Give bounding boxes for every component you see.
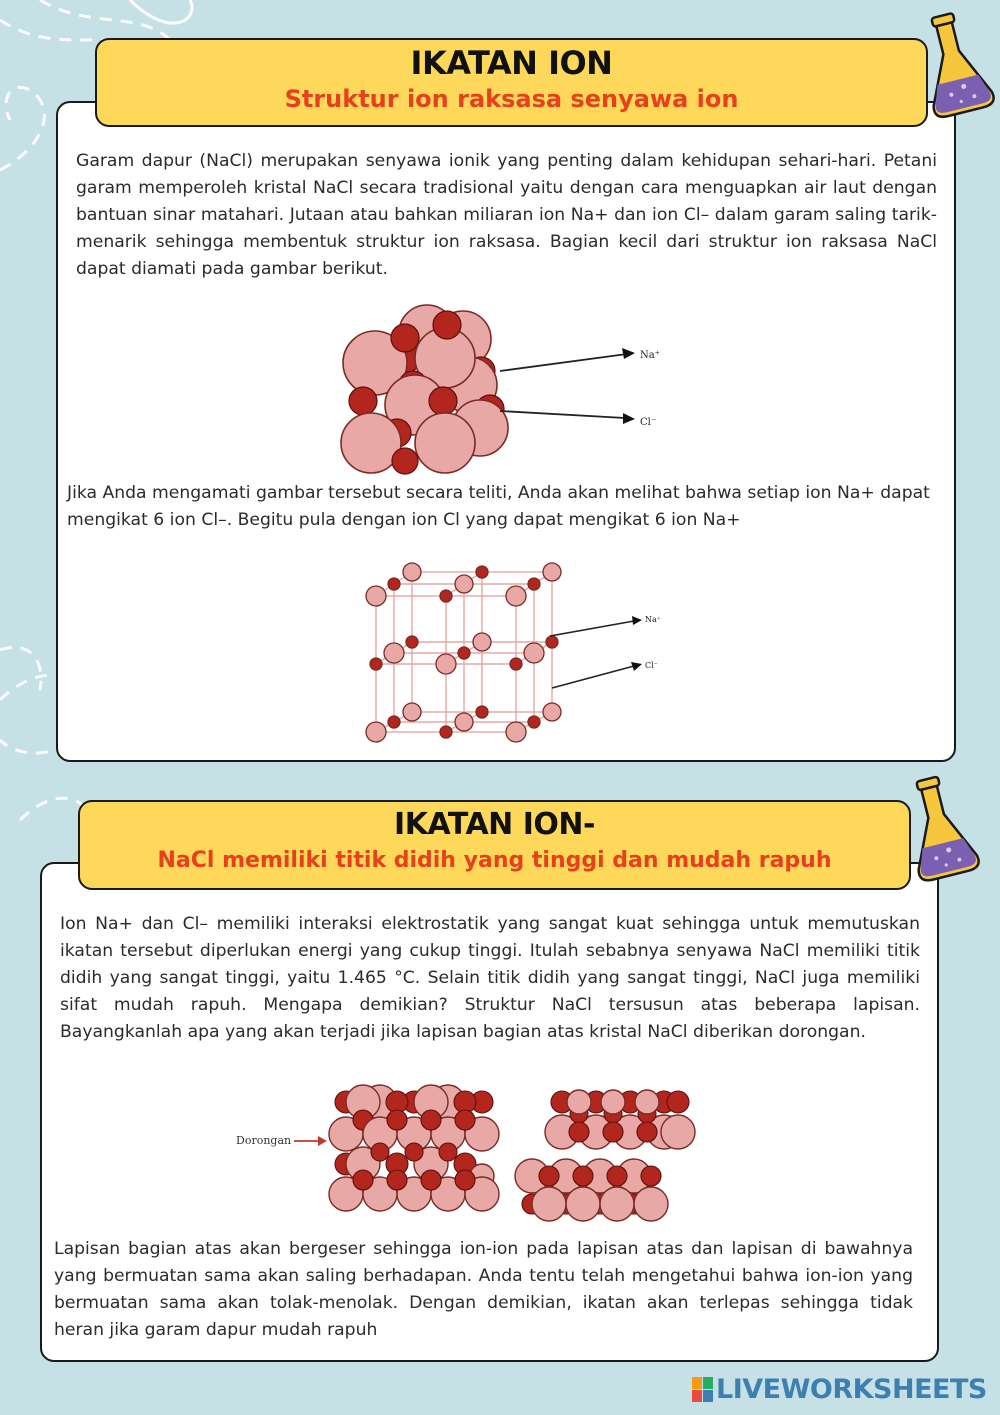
label-na: Na⁺ [645, 615, 661, 624]
brand-text: LIVEWORKSHEETS [716, 1374, 987, 1405]
section2-subtitle: NaCl memiliki titik didih yang tinggi dan mudah rapuh [157, 848, 832, 873]
section2-paragraph1: Ion Na+ dan Cl– memiliki interaksi elektrostatik yang sangat kuat sehingga untuk memutuskan ikatan tersebut diperlukan energi yang cukup tinggi. Itulah sebabnya senyawa NaCl memiliki titik didih yang sangat tinggi, yaitu 1.465 °C. Selain titik didih yang sangat tinggi, NaCl juga memiliki sifat mudah rapuh. Mengapa demikian? Struktur NaCl tersusun atas beberapa lapisan. Bayangkanlah apa yang akan terjadi jika lapisan bagian atas kristal NaCl diberikan dorongan. [60, 914, 920, 1042]
push-label: Dorongan [236, 1134, 292, 1147]
nacl-crystal-figure [335, 303, 675, 475]
flask-icon [900, 770, 980, 888]
liveworksheets-badge-icon [692, 1377, 714, 1403]
section2-title: IKATAN ION- [394, 807, 595, 842]
liveworksheets-logo [692, 1374, 987, 1405]
label-cl: Cl⁻ [645, 661, 658, 670]
section1-title: IKATAN ION [410, 44, 613, 82]
flask-icon [915, 8, 995, 123]
section2-paragraph2: Lapisan bagian atas akan bergeser sehingga ion-ion pada lapisan atas dan lapisan di bawahnya yang bermuatan sama akan saling berhadapan. Anda tentu telah mengetahui bahwa ion-ion yang bermuatan sama akan tolak-menolak. Dengan demikian, ikatan akan terlepas sehingga tidak heran jika garam dapur mudah rapuh [54, 1239, 913, 1340]
section1-banner [95, 38, 928, 127]
section2-banner [78, 800, 911, 890]
section1-paragraph2: Jika Anda mengamati gambar tersebut secara teliti, Anda akan melihat bahwa setiap ion Na+ dapat mengikat 6 ion Cl–. Begitu pula dengan ion Cl yang dapat mengikat 6 ion Na+ [67, 483, 930, 530]
nacl-layers-figure [232, 1080, 702, 1228]
intact-crystal-layers [329, 1085, 499, 1211]
label-cl: Cl⁻ [640, 417, 657, 428]
shifted-crystal-layers [515, 1090, 695, 1221]
section1-paragraph1: Garam dapur (NaCl) merupakan senyawa ionik yang penting dalam kehidupan sehari-hari. Petani garam memperoleh kristal NaCl secara tradisional yaitu dengan cara menguapkan air laut dengan bantuan sinar matahari. Jutaan atau bahkan miliaran ion Na+ dan ion Cl– dalam garam saling tarik-menarik sehingga membentuk struktur ion raksasa. Bagian kecil dari struktur ion raksasa NaCl dapat diamati pada gambar berikut. [76, 151, 937, 279]
section1-subtitle: Struktur ion raksasa senyawa ion [284, 85, 739, 113]
label-na: Na⁺ [640, 350, 660, 361]
nacl-lattice-figure [362, 558, 672, 748]
